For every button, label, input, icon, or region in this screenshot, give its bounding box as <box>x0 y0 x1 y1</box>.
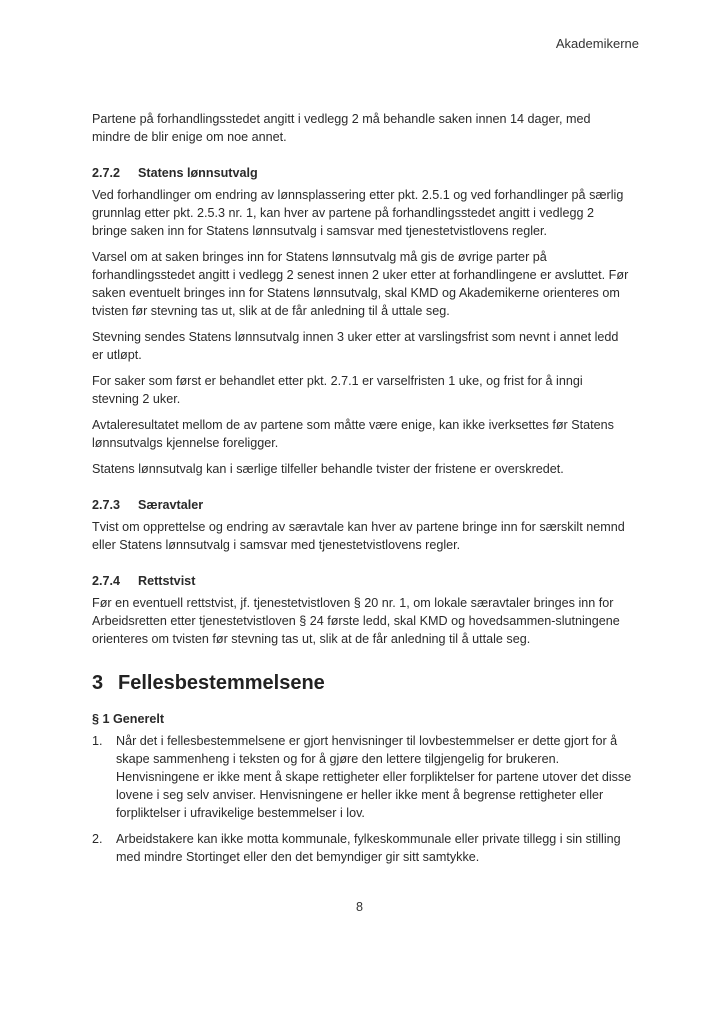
paragraph: Stevning sendes Statens lønnsutvalg innen 3 uker etter at varslingsfrist som nevnt i annet ledd er utløpt. <box>92 330 619 362</box>
paragraph: Varsel om at saken bringes inn for Statens lønnsutvalg må gis de øvrige parter på forhandlingsstedet angitt i vedlegg 2 senest innen 2 uker etter at forhandlingene er avsluttet. Før saken eventuelt bringes inn for Statens lønnsutvalg, skal KMD og Akademikerne orienteres om tvisten før stevning tas ut, slik at de får anledning til å uttale seg. <box>92 250 629 318</box>
section-heading-2-7-3 <box>92 496 632 514</box>
section-title: Statens lønnsutvalg <box>138 166 258 180</box>
section-title: Rettstvist <box>138 574 196 588</box>
page-content <box>92 110 632 874</box>
section-number: 2.7.4 <box>92 574 121 588</box>
subsection-heading: § 1 Generelt <box>92 712 165 726</box>
paragraph: For saker som først er behandlet etter pkt. 2.7.1 er varselfristen 1 uke, og frist for å inngi stevning 2 uker. <box>92 374 583 406</box>
section-title: Særavtaler <box>138 498 204 512</box>
section-heading-2-7-2 <box>92 164 632 182</box>
section-heading-2-7-4 <box>92 572 632 590</box>
list-item-text: Arbeidstakere kan ikke motta kommunale, fylkeskommunale eller private tillegg i sin stilling med mindre Stortinget eller den det bemyndiger gir sitt samtykke. <box>116 832 621 864</box>
paragraph: Avtaleresultatet mellom de av partene som måtte være enige, kan ikke iverksettes før Statens lønnsutvalgs kjennelse foreligger. <box>92 418 614 450</box>
list-marker: 2. <box>92 832 103 846</box>
paragraph: Statens lønnsutvalg kan i særlige tilfeller behandle tvister der fristene er overskredet. <box>92 462 564 476</box>
page-number: 8 <box>355 900 363 914</box>
numbered-list <box>92 732 632 866</box>
paragraph: Før en eventuell rettstvist, jf. tjenestetvistloven § 20 nr. 1, om lokale særavtaler bringes inn for Arbeidsretten etter tjenestetvistloven § 24 første ledd, skal KMD og hovedsammen-slutningene orienteres om tvisten før stevning tas ut, slik at de får anledning til å uttale seg. <box>92 596 620 646</box>
list-marker: 1. <box>92 734 103 748</box>
paragraph: Ved forhandlinger om endring av lønnsplassering etter pkt. 2.5.1 og ved forhandlinger på særlig grunnlag etter pkt. 2.5.3 nr. 1, kan hver av partene på forhandlingsstedet angitt i vedlegg 2 bringe saken inn for Statens lønnsutvalg i samsvar med tjenestetvistlovens regler. <box>92 188 624 238</box>
list-item <box>92 830 632 866</box>
section-number: 2.7.3 <box>92 498 121 512</box>
paragraph: Tvist om opprettelse og endring av særavtale kan hver av partene bringe inn for særskilt nemnd eller Statens lønnsutvalg i samsvar med tjenestetvistlovens regler. <box>92 520 625 552</box>
list-item <box>92 732 632 822</box>
intro-paragraph: Partene på forhandlingsstedet angitt i vedlegg 2 må behandle saken innen 14 dager, med mindre de blir enige om noe annet. <box>92 112 591 144</box>
section-number: 2.7.2 <box>92 166 121 180</box>
chapter-number: 3 <box>92 672 104 694</box>
list-item-text: Når det i fellesbestemmelsene er gjort henvisninger til lovbestemmelser er dette gjort for å skape sammenheng i teksten og for å gjøre den lettere tilgjengelig for brukeren. Henvisningene er ikke ment å skape rettigheter eller forpliktelser for partene utover det disse lovene i seg selv anviser. Henvisningene er heller ikke ment å begrense rettigheter eller forpliktelser i ufravikelige bestemmelser i lov. <box>116 734 632 820</box>
chapter-title: Fellesbestemmelsene <box>118 672 325 694</box>
chapter-heading <box>92 670 632 696</box>
page-header: Akademikerne <box>555 36 639 51</box>
